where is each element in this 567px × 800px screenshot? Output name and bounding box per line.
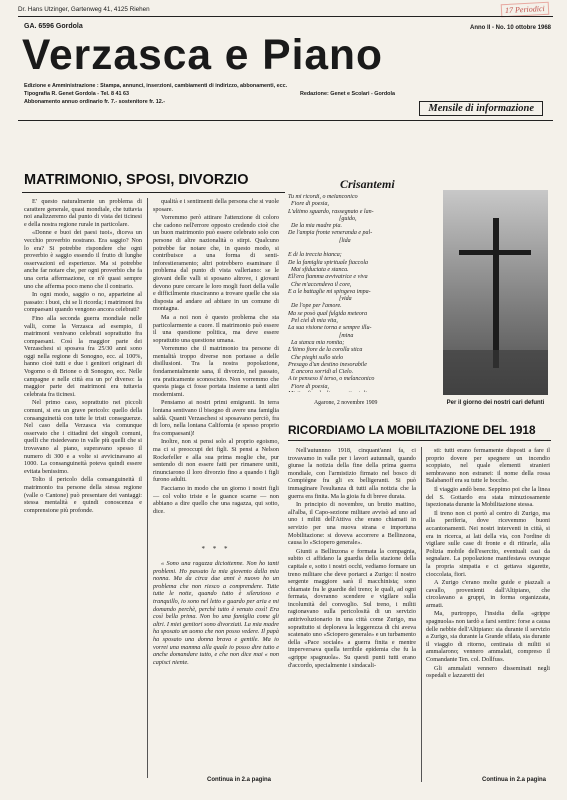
article-title-matrimonio: MATRIMONIO, SPOSI, DIVORZIO	[24, 172, 249, 188]
article2-rule	[288, 440, 551, 441]
handwritten-note: 17 Periodici	[501, 2, 549, 17]
article1-rule	[22, 192, 285, 193]
article-title-mobilitazione: RICORDIAMO LA MOBILITAZIONE DEL 1918	[288, 423, 536, 437]
issue-line: Anno II - No. 10 ottobre 1968	[469, 25, 551, 31]
article1-column-2: qualità e i sentimenti della persona che si vuole sposare. Vorremmo però attirare l'attenzione di coloro che cadono nell'errore opposto credendo cioè che un buon matrimonio può essere celebrato solo con persone di altre nazionalità o stirpi. Qualcuno potrebbe far notare che, in questo modo, si contribuisce a una forma di senti-inforestieramento; altri potrebbero esaminare il problema dal punto di vista valleriano: se le giovani delle valli si sposano altrove, i giovani devono pure cercare le loro mogli fuori della valle e difficilmente riusciranno a trovare quelle che sia disposta ad andare ad abitare in un comune di montagna. Ma a noi non è questo problema che sta particolarmente a cuore. Il matrimonio può essere il una questione politica, ma deve essere soprattutto una questione umana. Vorremmo che il matrimonio tra persone di mentalità troppo diverse non portasse a delle disillusioni. Tra la nostra popolazione, fondamentalmente sana, il divorzio, nel passato, era praticamente sconosciuto. Non vorremmo che questa piaga ci fosse portata insieme a tanti altri modernismi. Pensiamo ai nostri primi emigranti. In terra lontana sentivano il bisogno di avere una famiglia saldà. Quanti Verzaschesi si sposavano perciò, fra di loro, nella lontana California (e spesso proprio fra compaesani)! Inoltre, non si pensi solo al proprio egoismo, ma ci si preoccupi dei figli. Si pensi a Nelson Rockefeller e alla sua prima moglie che, pur sentendo di non essere fatti per rimanere uniti, rinunciarono il loro divorzio fino a quando i figli furono adulti. Facciamo in modo che un giorno i nostri figli — col volto triste e le guance scarne — non abbiano a dire quello che una ragazza, qui sotto, dice.	[153, 198, 279, 515]
article1-quote: « Sono una ragazza diciottenne. Non ho tanti problemi. Ho passato la mia giovento dalla mia nonna. Ma da circa due anni è nuovo ho un problema che non riesco a comprendere. Tutte tutte le notte, quando tutto è silenzioso e tranquillo, io sono nel letto e guardo per aria e mi domando perchè, perchè tutto è venuto così! Era così bella prima. Non ho una famiglia come gli altri. I miei genitori sono divorziati. La mia madre ha sposato un uomo che non posso vedere. Il papà ha sposato una donna brava e gentile. Ma io vorrei una mamma alla quale io posso dire tutto e anche domandare tutto, e che non dice mai « non capisci niente.	[153, 560, 279, 666]
ga-line: GA. 6596 Gordola	[24, 23, 83, 30]
editorial-info: Edizione e Amministrazione : Stampa, annunci, inserzioni, cambiamenti di indirizzo, abbonamenti, ecc. Tipografia R. Genet Gordola - Tel. 8 41 63 Abbonamento annuo ordinario fr. 7.- sostenitore fr. 12.-	[24, 83, 288, 105]
header-rule-bottom	[18, 120, 553, 121]
article2-continua: Continua in 2.a pagina	[482, 777, 547, 783]
column-divider	[147, 198, 148, 778]
section-stars: * * *	[201, 545, 231, 553]
column-divider-2	[421, 447, 422, 782]
article2-column-1: Nell'autunnno 1918, cinquant'anni fa, ci trovavamo in valle per i lavori autunnali, quando giunse la notizia della fine della prima guerra mondiale, con l'armistizio firmato nel bosco di Compiègne fra gli ex belligeranti. Si può immaginare l'esultanza di tutti alla notizia che la guerra era finita. Ma la gioia fu di breve durata. In principio di novembre, un brutto mattino, all'alba, il Capo-sezione militare avvisò ad uno ad uno i militi dell'Attiva che erano chiamati in servizio per una nuova strana e importuna Mobilitazione: si doveva accorrere a Bellinzona, causa lo «Sciopero generale». Giunti a Bellinzona e formata la compagnia, subito ci affidano la guardia della stazione della capitale e, sotto i nostri occhi, vediamo formare un treno militare che deve portarci a Zurigo: il nostro sergente maggiore sarà il macchinista; sono chiamate fra le guardie del treno; le quali, ad ogni fermata, dovranno scendere e vigilare sulla incolumità del convoglio. Sul treno, i militi ragionavano sulla pericolosità di un servizio antirivoluzionario in una città come Zurigo, ma soprattutto si deplorava la leggerezza di chi aveva scatenato uno «Sciopero generale» e un turbamento della «Pace sociale» a guerra finita e mentre imperversava quella terribile epidemia che fu la «grippe spagnuola». Su questi punti tutti erano d'accordo, specialmente i sindacali-	[288, 447, 416, 669]
poem-title: Crisantemi	[340, 177, 395, 191]
article1-column-1: E' questo naturalmente un problema di carattere generale, quasi mondiale, che tuttavia noi analizzeremo dal punto di vista dei ticinesi e della nostra regione rurale in particolare. «Donne e buoi dei paesi tuoi», diceva un vecchio proverbio nostrano. Era saggio? Non lo era? Si potrebbe rispondere che ogni proverbio è saggio essendo il frutto di lunghe osservazioni ed esperienze. Ma si potrebbe anche far notare che, per ogni proverbio che fa una certa affermazione, ce n'è quasi sempre uno che afferma poco meno che il contrario. In ogni modo, saggio o no, apparteine al passato: i buoi, chi se li ricorda; i matrimoni fra compaesani quando vengono ancora celebrati? Fino alla seconda guerra mondiale nelle valli, come la Verzasca ad esempio, il matrimoni venivano celebrati soprattutto fra compaesani. Così la maggior parte dei Verzaschesi si sposava fra 25/30 anni sono oggi nella regione di Sonogno, ecc. al 100%, hanno cioè tutti e due i genitori originari di Vogorno o di Brione o di Sonogno, ecc. Nelle campagne e nelle città era un po' diverso: la maggior parte dei matrimoni era tuttavia celebrata fra ticinesi. Nel primo caso, soprattutto nei piccoli comuni, si era un grave pericolo: quello della consanguineità con tutte le tristi conseguenze. Nel caso della Verzasca via comunque osservato che i cittadini dei singoli comuni, quelli che risiedevano in valle più quelli che si trovavano al piano, superavano spesso il numero di 300 e a volte si avvicinavano ai 1000. La consanguineità poteva quindi essere evitata benissimo. Tolto il pericolo della consanguineità il matrimonio tra persone della stessa regione (valle o Cantone) può presentare dei vantaggi: stessa mentalità e quindi conoscenza e comprensione più profonde.	[24, 198, 142, 514]
poem-signature: Agarone, 2 novembre 1909	[314, 400, 378, 406]
masthead-title: Verzasca e Piano	[22, 32, 383, 79]
mensile-badge: Mensile di informazione	[419, 101, 543, 116]
article2-column-2: sti: tutti erano fermamente disposti a fare il proprio dovere per spegnere un incendio scoppiato, nel quale elementi stranieri sembravano non estranei: il nome della rossa Balabanoff era su tutte le bocche. Il viaggio andò bene. Seppimo poi che la linea del S. Gottardo era stata minuziosamente ispezionata durante la Mobilitazione stessa. Il treno non ci portò al centro di Zurigo, ma alla periferia, dove ricevemmo buoni accantonamenti. Nei nostri interventi in città, si era in ricerca, ai lati della via, con l'ordine di vigilare sulle case di fronte e di ritirarle, alla Polizia mobile dell'esercito, eventuali casi da segnalare. La popolazione manifestava ovunque la propria simpatia e ci gettava sigarette, cioccolata, fiori. A Zurigo c'erano molte guide e piazzali a cavallo, provenienti dall'Altipiano, che circolavano a gruppi, in forma organizzata, armati. Ma, purtroppo, l'insidia della «grippe spagnuola» non tardò a farsi sentire: forse a causa delle nebbie dell'Altipiano: sia durante il servizio a Zurigo, sia durante la Grande sfilata, sia durante il viaggio di ritorno, centinaia di militi si ammalarono; vennero ammalati, compreso il Comandante Ten. col. Dollfuss. Gli ammalati vennero disseminati negli ospedali e lazzaretti dei	[426, 447, 550, 680]
poem-text: Tu mi ricordi, o melanconico Fiore di poesia, L'ultimo sguardo, rassegnato e lan- [guido, De la mia madre pia. De l'ampia fronte veneranda e pal- [lida E di la treccia bianca; De la famiglia spirituale fiaccola Mai sfiduciata e stanca. Ell'era fiamma avvivatrice e viva Che m'accendeva il core, E a le battaglie mi spingeva impa- [vida De l'ope per l'amore. Ma se posò qual fulgida meteora Pel ciel di mia vita, La sua visione torna e sempre illu- [mina La stanca mia romita; L'ltimo fiore de la corolla stica Che pieghi sullo stelo Presago d'un destino inesorabile E ancora sorridi al Cielo. A te penseso il terso, o melanconico Fiore di poesia,	[288, 194, 375, 390]
photo-caption: Per il giorno dei nostri cari defunti	[446, 400, 545, 406]
editorial-redazione: Redazione: Genet e Scolari - Gordola	[300, 91, 395, 97]
memorial-photo	[443, 190, 548, 395]
header-rule-top	[18, 16, 553, 17]
article1-continua: Continua in 2.a pagina	[207, 777, 272, 783]
address-line: Dr. Hans Utzinger, Gartenweg 41, 4125 Riehen	[18, 6, 150, 13]
